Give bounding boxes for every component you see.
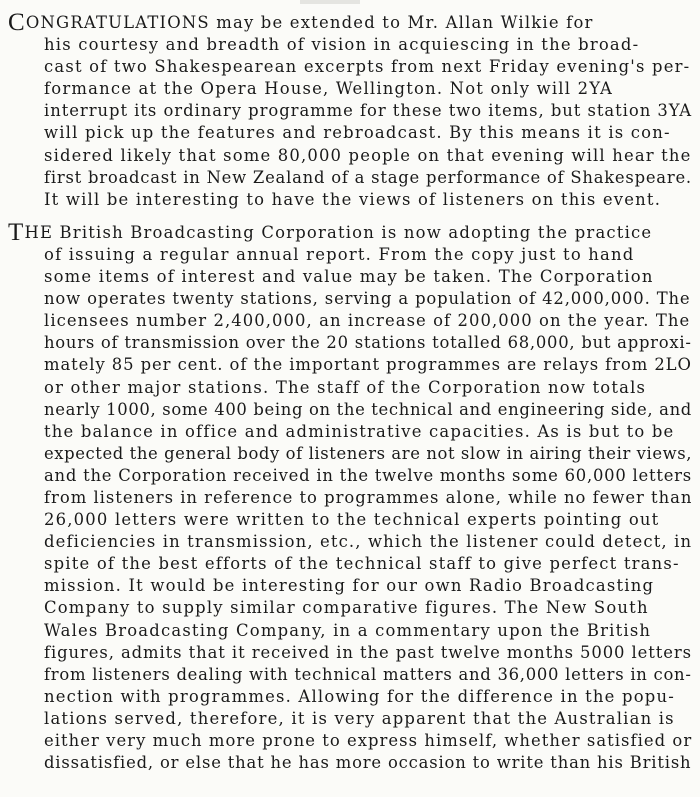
text-line: nection with programmes. Allowing for the difference in the popu- xyxy=(44,686,675,706)
paragraph-bbc-report xyxy=(8,218,693,774)
text-line: licensees number 2,400,000, an increase of 200,000 on the year. The xyxy=(44,311,691,331)
text-line: Company to supply similar comparative figures. The New South xyxy=(44,598,649,618)
text-line xyxy=(8,9,692,36)
text-line: dissatisfied, or else that he has more occasion to write than his British xyxy=(44,753,692,773)
text-line: expected the general body of listeners are not slow in airing their views, xyxy=(44,443,693,463)
text-line: figures, admits that it received in the past twelve months 5000 letters xyxy=(44,642,692,662)
text-line: or other major stations. The staff of the Corporation now totals xyxy=(44,377,647,397)
text-line xyxy=(8,218,692,246)
text-line: from listeners dealing with technical matters and 36,000 letters in con- xyxy=(44,664,692,684)
text-line: of issuing a regular annual report. From the copy just to hand xyxy=(44,244,635,264)
text-line: 26,000 letters were written to the technical experts pointing out xyxy=(44,510,660,530)
text-line: first broadcast in New Zealand of a stage performance of Shakespeare. xyxy=(44,167,692,187)
text-line: spite of the best efforts of the technical staff to give perfect trans- xyxy=(44,554,680,574)
text-line: mission. It would be interesting for our own Radio Broadcasting xyxy=(44,576,655,596)
text-line: sidered likely that some 80,000 people on that evening will hear the xyxy=(44,145,692,165)
newspaper-column xyxy=(8,9,693,774)
paragraph-wilkie-broadcast xyxy=(8,9,693,211)
text-line: mately 85 per cent. of the important programmes are relays from 2LO xyxy=(44,355,692,375)
text-line: will pick up the features and rebroadcast. By this means it is con- xyxy=(44,123,671,143)
text-line: cast of two Shakespearean excerpts from next Friday evening's per- xyxy=(44,57,691,77)
text-line: deficiencies in transmission, etc., which the listener could detect, in xyxy=(44,532,693,552)
drop-capital: C xyxy=(8,9,26,36)
text-line-rest: ONGRATULATIONS may be extended to Mr. Allan Wilkie for xyxy=(25,13,594,32)
top-edge-mark xyxy=(300,0,360,4)
text-line: and the Corporation received in the twelve months some 60,000 letters xyxy=(44,465,692,485)
text-line: either very much more prone to express himself, whether satisfied or xyxy=(44,731,693,750)
text-line: formance at the Opera House, Wellington. Not only will 2YA xyxy=(44,79,613,99)
text-line: It will be interesting to have the views of listeners on this event. xyxy=(44,189,662,209)
text-line: his courtesy and breadth of vision in acquiescing in the broad- xyxy=(44,35,640,55)
text-line: Wales Broadcasting Company, in a commentary upon the British xyxy=(44,620,652,640)
text-line: hours of transmission over the 20 stations totalled 68,000, but approxi- xyxy=(44,333,692,353)
text-line: nearly 1000, some 400 being on the technical and engineering side, and xyxy=(44,399,692,419)
drop-capital: T xyxy=(8,218,25,246)
text-line: the balance in office and administrative capacities. As is but to be xyxy=(44,421,675,441)
text-line: lations served, therefore, it is very apparent that the Australian is xyxy=(44,708,675,728)
text-line: interrupt its ordinary programme for these two items, but station 3YA xyxy=(44,101,693,121)
paragraph-gap xyxy=(8,211,692,222)
text-line: some items of interest and value may be taken. The Corporation xyxy=(44,267,654,287)
text-line: now operates twenty stations, serving a population of 42,000,000. The xyxy=(44,289,691,309)
text-line-rest: HE British Broadcasting Corporation is now adopting the practice xyxy=(24,222,653,242)
text-line: from listeners in reference to programmes alone, while no fewer than xyxy=(44,487,693,507)
